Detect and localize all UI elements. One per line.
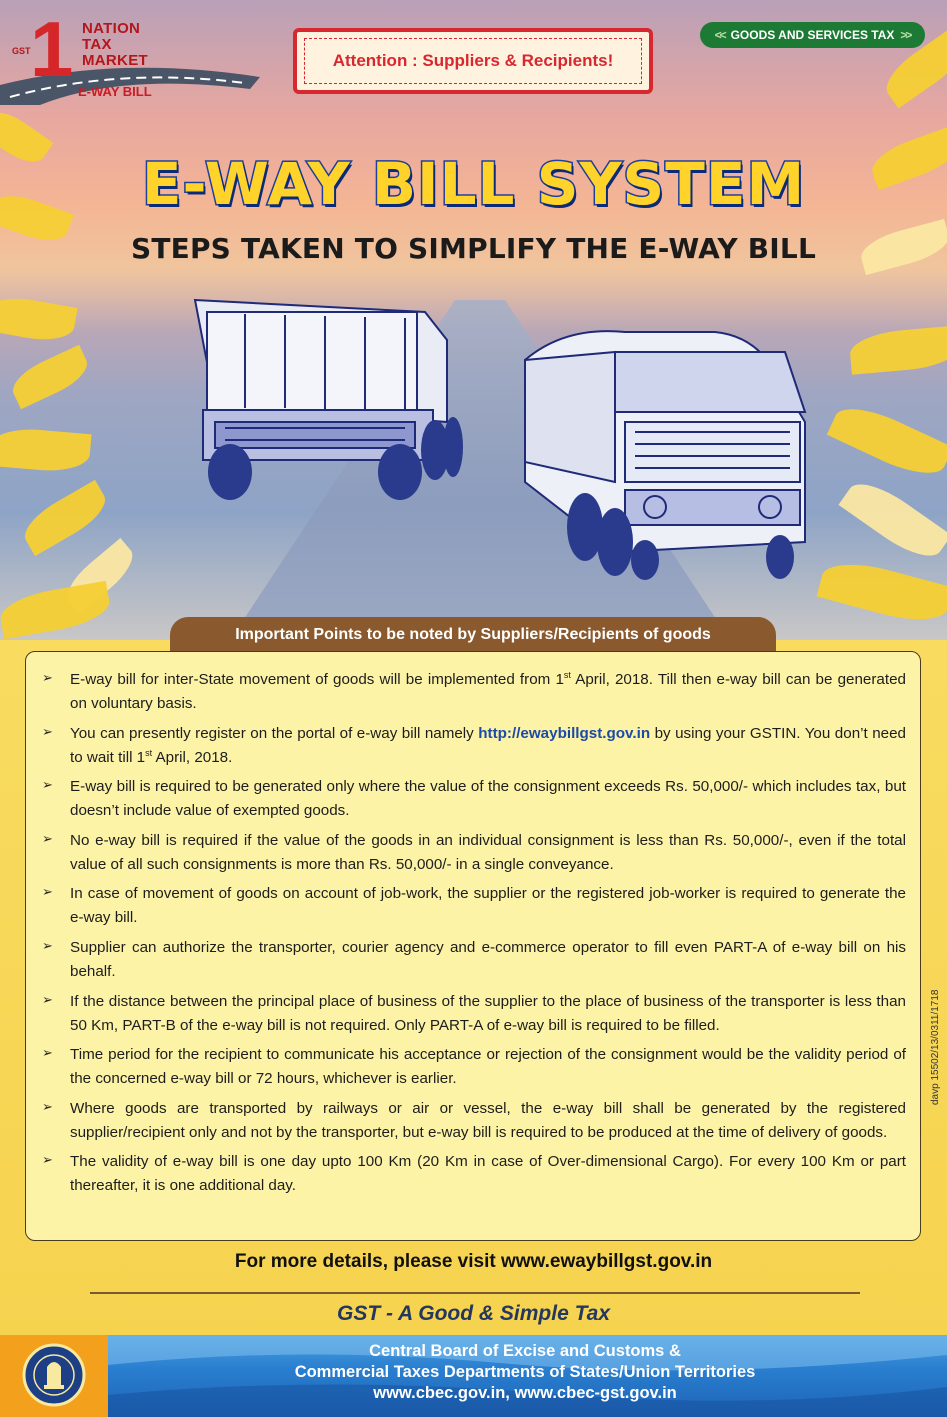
gst-tag [700,22,925,48]
logo-digit: 1 [30,5,74,93]
double-chevron-right-icon: >> [900,28,911,42]
cbec-emblem-icon [0,1335,108,1417]
important-points-list [25,651,921,1241]
important-points-banner [148,617,798,653]
arrow-bullet-icon: ➢ [42,671,53,686]
logo-line3: MARKET [82,52,148,69]
list-item [42,775,906,823]
leaf-decoration [838,472,947,568]
leaf-decoration [0,581,113,639]
leaf-decoration [827,397,947,486]
point-text: Time period for the recipient to communicate his acceptance or rejection of the consignment would be the validity period of the concerned e-way bill or 72 hours, whichever is earlier. [70,1046,906,1088]
cbec-line1: Central Board of Excise and Customs & [369,1342,681,1360]
list-item [42,722,906,770]
point-text: The validity of e-way bill is one day upto 100 Km (20 Km in case of Over-dimensional Cargo). For every 100 Km or part thereafter, it is one additional day. [70,1153,906,1195]
attention-text: Attention : Suppliers & Recipients! [304,38,642,84]
arrow-bullet-icon: ➢ [42,831,53,847]
list-item [42,1043,906,1091]
cbec-websites[interactable]: www.cbec.gov.in, www.cbec-gst.gov.in [373,1384,677,1402]
list-item [42,882,906,930]
arrow-bullet-icon: ➢ [42,1153,53,1169]
arrow-bullet-icon: ➢ [42,938,53,954]
banner-label: Important Points to be noted by Suppliers/Recipients of goods [235,626,711,643]
emblem-area [0,1335,108,1417]
arrow-bullet-icon: ➢ [42,992,53,1008]
arrow-bullet-icon: ➢ [42,1046,53,1062]
page-title: E-WAY BILL SYSTEM [141,150,806,218]
logo-eway-bill: E-WAY BILL [78,84,152,99]
davp-code: davp 15502/13/0311/1718 [930,989,941,1105]
cbec-line2: Commercial Taxes Departments of States/Union Territories [294,1363,756,1381]
point-text: In case of movement of goods on account of job-work, the supplier or the registered job-worker is required to generate the e-way bill. [70,885,906,927]
gst-tag-label: GOODS AND SERVICES TAX [730,28,895,42]
point-text: E-way bill for inter-State movement of goods will be implemented from 1st April, 2018. Till then e-way bill can be generated on voluntary basis. [70,669,906,712]
nation-tax-market-logo [0,5,260,110]
point-text: E-way bill is required to be generated only where the value of the consignment exceeds Rs. 50,000/- which includes tax, but doesn’t include value of exempted goods. [70,778,906,820]
leaf-decoration [817,554,947,630]
point-text: Supplier can authorize the transporter, courier agency and e-commerce operator to fill even PART-A of e-way bill on his behalf. [70,938,906,980]
list-item [42,936,906,984]
leaf-decoration [7,345,94,410]
leaf-decoration [848,325,947,374]
leaf-decoration [0,292,78,345]
list-item [42,1097,906,1145]
list-item [42,990,906,1038]
gst-tagline: GST - A Good & Simple Tax [336,1302,611,1325]
arrow-bullet-icon: ➢ [42,885,53,901]
dump-truck-illustration [185,282,465,504]
more-details-link[interactable]: For more details, please visit www.ewaybillgst.gov.in [234,1251,713,1272]
arrow-bullet-icon: ➢ [42,778,53,794]
list-item [42,829,906,877]
logo-line2: TAX [82,36,112,53]
point-text: Where goods are transported by railways or air or vessel, the e-way bill shall be generated by the registered supplier/recipient only and not by the transporter, but e-way bill is required to be produced at the time of delivery of goods. [70,1099,906,1141]
list-item [42,668,906,716]
logo-line1: NATION [82,20,141,37]
list-item [42,1150,906,1198]
point-text: You can presently register on the portal of e-way bill namely http://ewaybillgst.gov.in by using your GSTIN. You don’t need to wait till 1st April, 2018. [70,724,906,766]
point-text: If the distance between the principal place of business of the supplier to the place of business of the transporter is less than 50 Km, PART-B of the e-way bill is not required. Only PART-A of e-way bill is required to be filled. [70,992,906,1034]
point-text: No e-way bill is required if the value of the goods in an individual consignment is less than Rs. 50,000/-, even if the total value of all such consignments is more than Rs. 50,000/- in a single conveyance. [70,831,906,873]
double-chevron-left-icon: << [714,28,725,42]
cbec-text [220,1341,830,1404]
page-subtitle: STEPS TAKEN TO SIMPLIFY THE E-WAY BILL [130,232,817,265]
arrow-bullet-icon: ➢ [42,1099,53,1115]
lorry-truck-illustration [505,312,825,582]
arrow-bullet-icon: ➢ [42,724,53,740]
cbec-footer [0,1335,947,1417]
divider [90,1292,860,1294]
leaf-decoration [17,480,113,556]
portal-link[interactable]: http://ewaybillgst.gov.in [478,724,651,742]
attention-box [293,28,653,94]
leaf-decoration [0,426,92,475]
logo-gst: GST [12,46,31,56]
